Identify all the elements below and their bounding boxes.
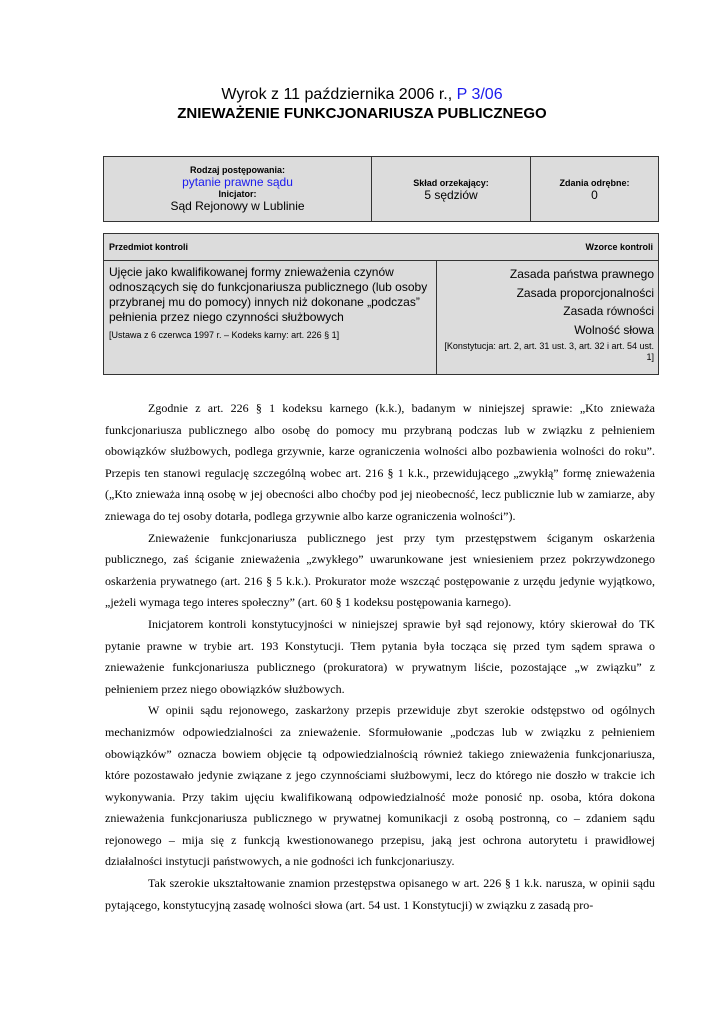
control-header xyxy=(104,234,658,261)
ruling-date: Wyrok z 11 października 2006 r., xyxy=(221,86,457,103)
constitution-reference: [Konstytucja: art. 2, art. 31 ust. 3, art. 32 i art. 54 ust. 1] xyxy=(444,341,654,362)
initiator-value: Sąd Rejonowy w Lublinie xyxy=(170,199,305,213)
ruling-title xyxy=(0,86,724,104)
body-paragraph: Tak szerokie ukształtowanie znamion przestępstwa opisanego w art. 226 § 1 k.k. narusza, w opinii sądu pytającego, konstytucyjną zasadę wolności słowa (art. 54 ust. 1 Konstytucji) w związku z zasadą pro- xyxy=(105,876,655,912)
proceedings-type-label: Rodzaj postępowania: xyxy=(189,165,285,175)
ruling-subtitle: ZNIEWAŻENIE FUNKCJONARIUSZA PUBLICZNEGO xyxy=(177,105,547,122)
dissent-value: 0 xyxy=(591,188,598,202)
composition-value: 5 sędziów xyxy=(424,188,478,202)
body-paragraph: W opinii sądu rejonowego, zaskarżony przepis przewiduje zbyt szerokie odstępstwo od ogólnych mechanizmów odpowiedzialności za znieważenie. Sformułowanie „podczas lub w związku z pełnieniem obowiązków” oznacza bowiem objęcie tą odpowiedzialnością również takiego znieważenia funkcjonariusza, które pozostawało jedynie związane z jego czynnościami służbowymi, lecz do którego nie doszło w trakcie ich wykonywania. Przy takim ujęciu kwalifikowaną odpowiedzialność może ponosić np. osoba, która dokona znieważenia funkcjonariusza publicznego w prywatnej komunikacji z osobą postronną, co – zdaniem sądu rejonowego – mija się z funkcją kwestionowanego przepisu, jaką jest ochrona autorytetu i prawidłowej działalności instytucji państwowych, a nie godności ich funkcjonariuszy. xyxy=(105,703,655,869)
body-paragraph: Zgodnie z art. 226 § 1 kodeksu karnego (k.k.), badanym w niniejszej sprawie: „Kto znieważa funkcjonariusza publicznego albo osobę do pomocy mu przybraną podczas lub w związku z pełnieniem obowiązków służbowych, podlega grzywnie, karze ograniczenia wolności albo pozbawienia wolności do roku”. Przepis ten stanowi regulację szczególną wobec art. 216 § 1 k.k., przewidującego „zwykłą” formę znieważenia („Kto znieważa inną osobę w jej obecności albo choćby pod jej nieobecność, lecz publicznie lub w zamiarze, aby zniewaga do tej osoby dotarła, podlega grzywnie albo karze ograniczenia wolności”). xyxy=(105,401,655,523)
case-reference-link[interactable]: P 3/06 xyxy=(456,86,503,103)
pattern-item: Wolność słowa xyxy=(574,322,654,337)
pattern-item: Zasada równości xyxy=(563,304,654,318)
pattern-item: Zasada proporcjonalności xyxy=(516,285,654,300)
control-box xyxy=(103,233,659,375)
composition-cell xyxy=(372,157,531,221)
proceedings-summary-box xyxy=(103,156,659,222)
subject-text: Ujęcie jako kwalifikowanej formy znieważenia czynów odnoszących się do funkcjonariusza publicznego (lub osoby przybranej mu do pomocy) innych niż dokonane „podczas” pełnienia przez niego czynności służbowych xyxy=(109,265,428,324)
subject-cell xyxy=(104,261,437,374)
initiator-label: Inicjator: xyxy=(218,189,257,199)
subject-header: Przedmiot kontroli xyxy=(109,242,189,252)
law-reference: [Ustawa z 6 czerwca 1997 r. – Kodeks karny: art. 226 § 1] xyxy=(109,330,340,340)
body-paragraph: Inicjatorem kontroli konstytucyjności w niniejszej sprawie był sąd rejonowy, który skierował do TK pytanie prawne w trybie art. 193 Konstytucji. Tłem pytania była tocząca się przed tym sądem sprawa o znieważenie funkcjonariusza publicznego (prokuratora) w prywatnym liście, pozostające „w związku” z pełnieniem przez niego obowiązków służbowych. xyxy=(105,616,655,696)
body-paragraph: Znieważenie funkcjonariusza publicznego jest przy tym przestępstwem ściganym oskarżenia publicznego, zaś ściganie znieważenia „zwykłego” uwarunkowane jest wniesieniem przez pokrzywdzonego oskarżenia prywatnego (art. 216 § 5 k.k.). Prokurator może wszcząć postępowanie z urzędu jedynie wyjątkowo, „jeżeli wymaga tego interes społeczny” (art. 60 § 1 kodeksu postępowania karnego). xyxy=(105,530,655,610)
ruling-body xyxy=(105,398,655,916)
composition-label: Skład orzekający: xyxy=(413,178,489,188)
proceedings-type-cell xyxy=(104,157,372,221)
patterns-cell xyxy=(437,261,658,374)
pattern-item: Zasada państwa prawnego xyxy=(509,267,654,281)
dissent-cell xyxy=(531,157,658,221)
dissent-label: Zdania odrębne: xyxy=(559,178,630,188)
proceedings-type-value: pytanie prawne sądu xyxy=(182,175,293,189)
patterns-header: Wzorce kontroli xyxy=(585,242,653,252)
